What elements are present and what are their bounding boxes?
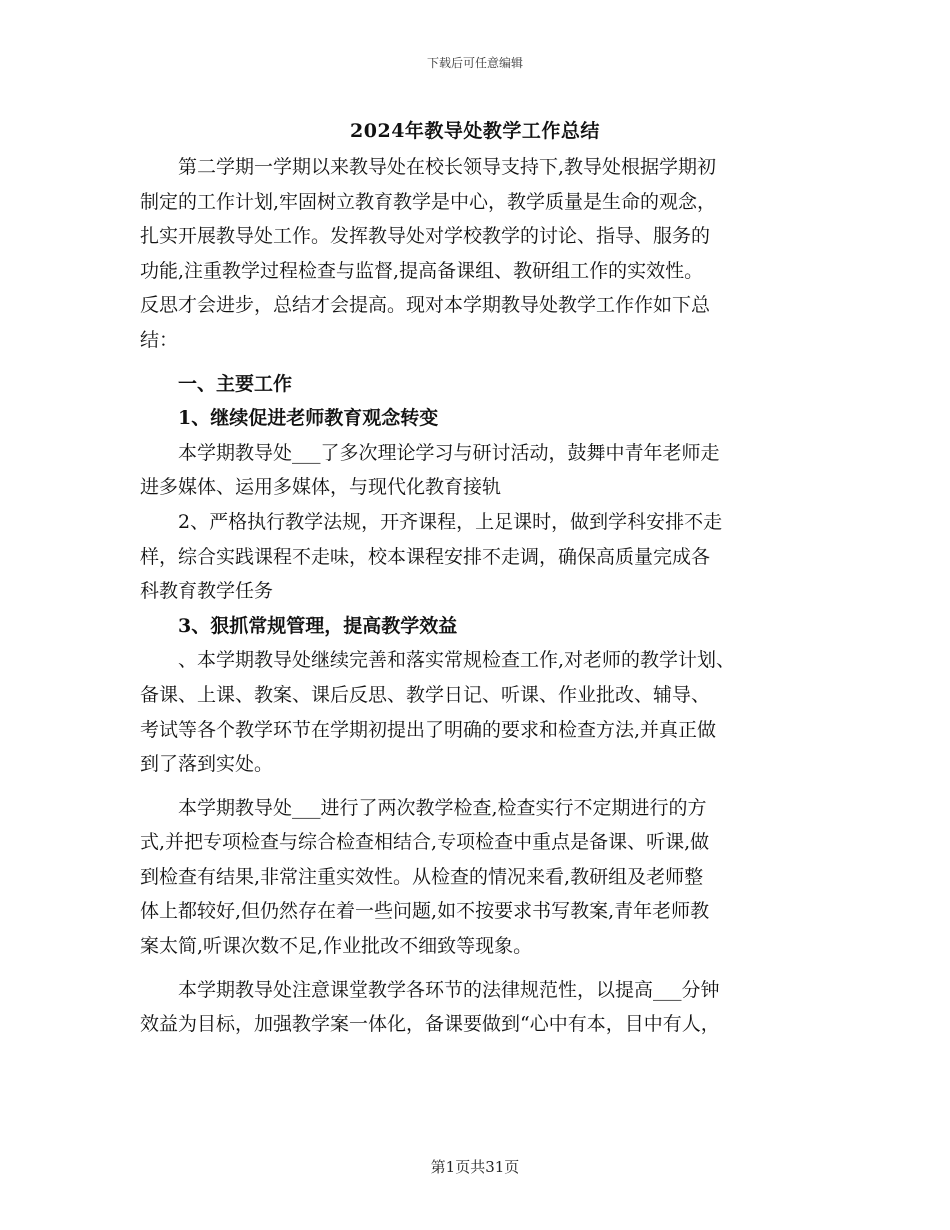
body-line: 进多媒体、运用多媒体，与现代化教育接轨 [140, 476, 502, 499]
body-line: 本学期教导处注意课堂教学各环节的法律规范性，以提高___分钟 [140, 978, 720, 1001]
body-line: 式,并把专项检查与综合检查相结合,专项检查中重点是备课、听课,做 [140, 831, 710, 854]
body-line: 备课、上课、教案、课后反思、教学日记、听课、作业批改、辅导、 [140, 683, 711, 706]
body-line: 第二学期一学期以来教导处在校长领导支持下,教导处根据学期初 [140, 156, 717, 178]
body-line: 扎实开展教导处工作。发挥教导处对学校教学的讨论、指导、服务的 [140, 225, 711, 248]
document-body [140, 150, 830, 1042]
body-line: 、本学期教导处继续完善和落实常规检查工作,对老师的教学计划、 [140, 649, 736, 672]
document-title: 2024年教导处教学工作总结 [350, 120, 600, 142]
body-line: 科教育教学任务 [140, 580, 274, 603]
body-line: 本学期教导处___进行了两次教学检查,检查实行不定期进行的方 [140, 796, 707, 819]
subsection-heading: 1、继续促进老师教育观念转变 [140, 407, 439, 430]
body-line: 案太简,听课次数不足,作业批改不细致等现象。 [140, 935, 533, 958]
body-line: 功能,注重教学过程检查与监督,提高备课组、教研组工作的实效性。 [140, 259, 704, 282]
section-heading: 一、主要工作 [140, 372, 293, 395]
page-footer: 第1页共31页 [430, 1158, 520, 1176]
body-line: 体上都较好,但仍然存在着一些问题,如不按要求书写教案,青年老师教 [140, 900, 710, 923]
body-line: 制定的工作计划,牢固树立教育教学是中心，教学质量是生命的观念， [140, 190, 717, 213]
body-line: 结： [140, 328, 179, 351]
body-line: 到了落到实处。 [140, 753, 274, 776]
subsection-heading: 3、狠抓常规管理，提高教学效益 [140, 614, 458, 637]
body-line: 2、严格执行教学法规，开齐课程，上足课时，做到学科安排不走 [140, 510, 723, 533]
body-line: 考试等各个教学环节在学期初提出了明确的要求和检查方法,并真正做 [140, 718, 717, 741]
body-line: 本学期教导处___了多次理论学习与研讨活动，鼓舞中青年老师走 [140, 441, 720, 464]
body-line: 到检查有结果,非常注重实效性。从检查的情况来看,教研组及老师整 [140, 865, 704, 888]
body-line: 反思才会进步，总结才会提高。现对本学期教导处教学工作作如下总 [140, 294, 711, 317]
body-line: 样，综合实践课程不走味，校本课程安排不走调，确保高质量完成各 [140, 545, 711, 568]
header-note: 下载后可任意编辑 [426, 56, 523, 70]
body-line: 效益为目标，加强教学案一体化，备课要做到“心中有本，目中有人， [140, 1013, 720, 1036]
